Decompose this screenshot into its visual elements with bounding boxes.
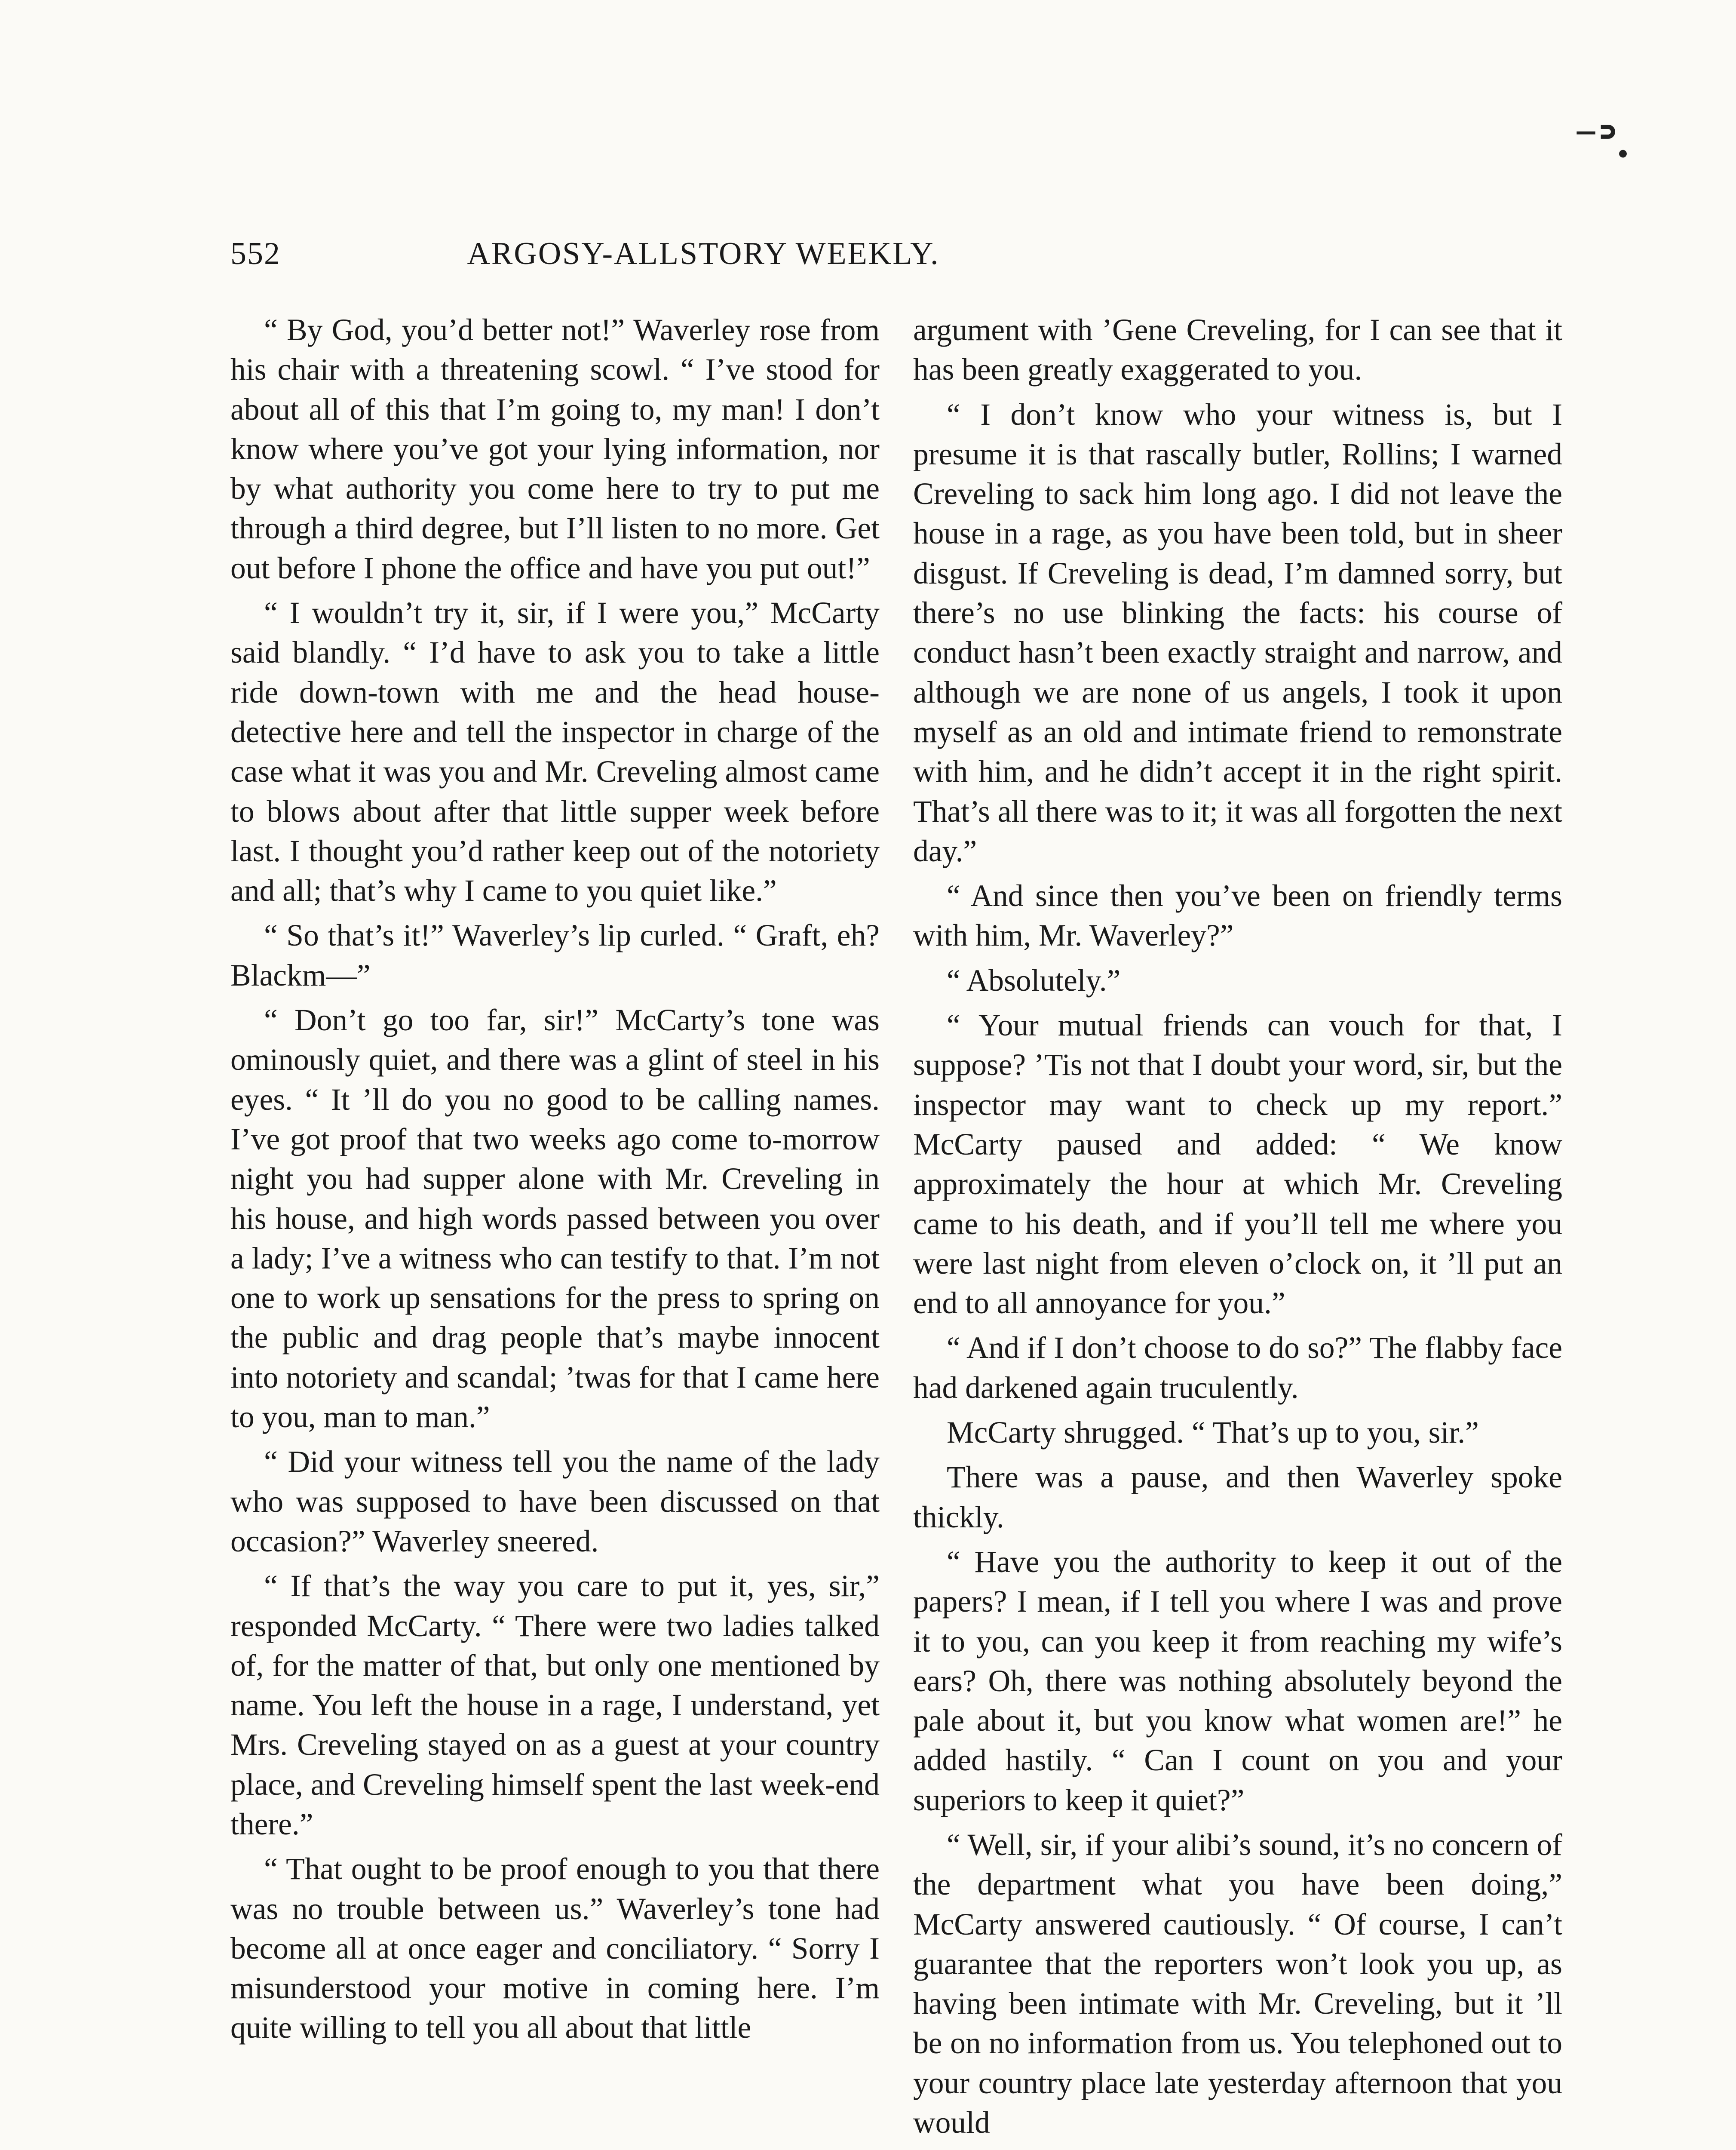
running-title: ARGOSY-ALLSTORY WEEKLY.: [467, 236, 940, 271]
paragraph: McCarty shrugged. “ That’s up to you, sir.”: [947, 1416, 1479, 1450]
paragraph: “ If that’s the way you care to put it, yes, sir,” responded McCarty. “ There were two ladies talked of, for the matter of that, but only one mentioned by name. You left the house in a rage, I understand, yet Mrs. Creveling stayed on as a guest at your country place, and Creveling himself spent the last week-end there.”: [230, 1569, 880, 1841]
left-column: [230, 310, 880, 2053]
paragraph: “ And if I don’t choose to do so?” The flabby face had darkened again truculently.: [913, 1331, 1562, 1405]
paragraph: “ So that’s it!” Waverley’s lip curled. “ Graft, eh? Blackm—”: [230, 918, 880, 992]
page-header: [230, 236, 1176, 283]
paragraph: “ Don’t go too far, sir!” McCarty’s tone was ominously quiet, and there was a glint of steel in his eyes. “ It ’ll do you no good to be calling names. I’ve got proof that two weeks ago come to-morrow night you had supper alone with Mr. Creveling in his house, and high words passed between you over a lady; I’ve a witness who can testify to that. I’m not one to work up sensations for the press to spring on the public and drag people that’s maybe innocent into notoriety and scandal; ’twas for that I came here to you, man to man.”: [230, 1003, 880, 1434]
paragraph: argument with ’Gene Creveling, for I can see that it has been greatly exaggerated to you.: [913, 313, 1562, 387]
scan-mark: ⁻ᐣ.: [1573, 115, 1629, 167]
paragraph: “ Well, sir, if your alibi’s sound, it’s no concern of the department what you have been doing,” McCarty answered cautiously. “ Of course, I can’t guarantee that the reporters won’t look you up, as having been intimate with Mr. Creveling, but it ’ll be on no information from us. You telephoned out to your country place late yesterday afternoon that you would: [913, 1828, 1562, 2140]
paragraph: “ Absolutely.”: [947, 963, 1121, 998]
paragraph: “ That ought to be proof enough to you that there was no trouble between us.” Waverley’s tone had become all at once eager and conciliatory. “ Sorry I misunderstood your motive in coming here. I’m quite willing to tell you all about that little: [230, 1852, 880, 2045]
page-number: 552: [230, 236, 281, 271]
paragraph: “ By God, you’d better not!” Waverley rose from his chair with a threatening scowl. “ I’ve stood for about all of this that I’m going to, my man! I don’t know where you’ve got your lying information, nor by what authority you come here to try to put me through a third degree, but I’ll listen to no more. Get out before I phone the office and have you put out!”: [230, 313, 880, 585]
paragraph: “ Have you the authority to keep it out of the papers? I mean, if I tell you where I was and prove it to you, can you keep it from reaching my wife’s ears? Oh, there was nothing absolutely beyond the pale about it, but you know what women are!” he added hastily. “ Can I count on you and your superiors to keep it quiet?”: [913, 1545, 1562, 1817]
paragraph: “ Your mutual friends can vouch for that, I suppose? ’Tis not that I doubt your word, sir, but the inspector may want to check up my report.” McCarty paused and added: “ We know approximately the hour at which Mr. Creveling came to his death, and if you’ll tell me where you were last night from eleven o’clock on, it ’ll put an end to all annoyance for you.”: [913, 1008, 1562, 1321]
paragraph: “ I wouldn’t try it, sir, if I were you,” McCarty said blandly. “ I’d have to ask you to take a little ride down-town with me and the head house-detective here and tell the inspector in charge of the case what it was you and Mr. Creveling almost came to blows about after that little supper week before last. I thought you’d rather keep out of the notoriety and all; that’s why I came to you quiet like.”: [230, 596, 880, 908]
paragraph: “ Did your witness tell you the name of the lady who was supposed to have been discussed on that occasion?” Waverley sneered.: [230, 1445, 880, 1558]
paragraph: There was a pause, and then Waverley spoke thickly.: [913, 1460, 1562, 1534]
paragraph: “ And since then you’ve been on friendly terms with him, Mr. Waverley?”: [913, 879, 1562, 953]
paragraph: “ I don’t know who your witness is, but I presume it is that rascally butler, Rollins; I warned Creveling to sack him long ago. I did not leave the house in a rage, as you have been told, but in sheer disgust. If Creveling is dead, I’m damned sorry, but there’s no use blinking the facts: his course of conduct hasn’t been exactly straight and narrow, and although we are none of us angels, I took it upon myself as an old and intimate friend to remonstrate with him, and he didn’t accept it in the right spirit. That’s all there was to it; it was all forgotten the next day.”: [913, 397, 1562, 868]
right-column: [913, 310, 1562, 2148]
